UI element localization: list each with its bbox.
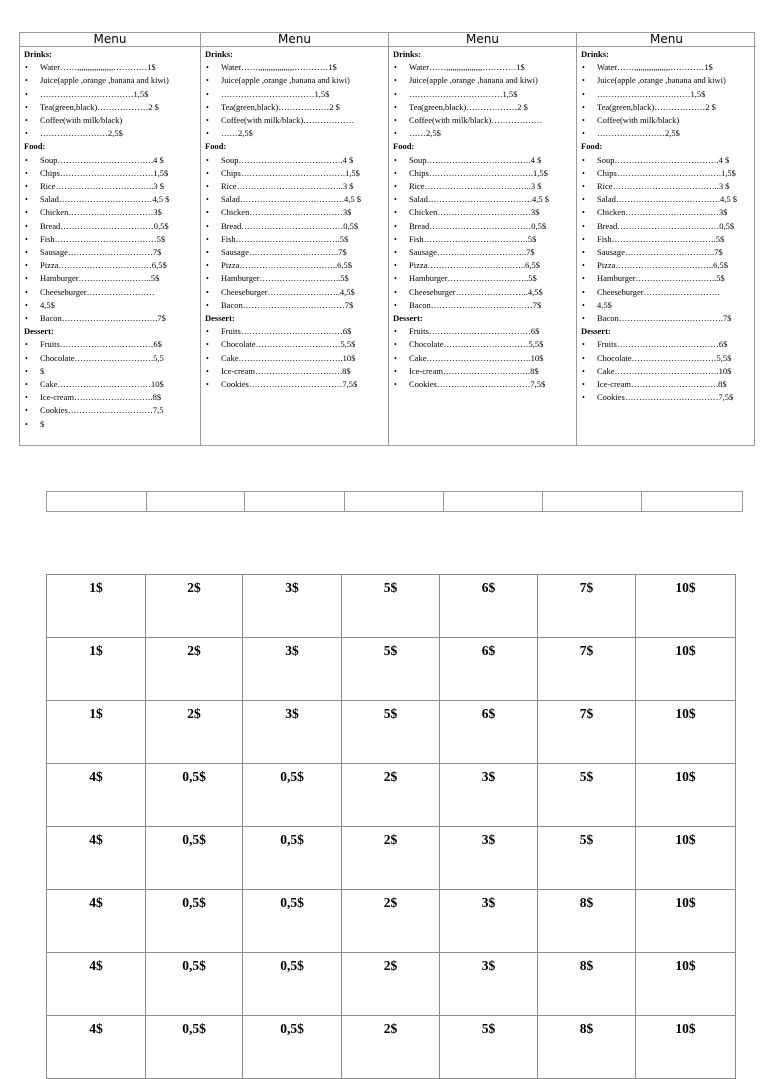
- menu-item: • Fruits………………………………6$: [581, 338, 752, 351]
- menu-section-heading: Drinks :: [393, 48, 572, 61]
- price-cell: [636, 638, 736, 701]
- menu-item-list: [393, 325, 572, 391]
- price-row: [47, 575, 736, 638]
- price-value: 0,5$: [280, 769, 304, 784]
- empty-cell: [47, 492, 147, 512]
- menu-item-list: [581, 61, 752, 140]
- price-value: 7$: [579, 643, 594, 658]
- menu-section-heading: Dessert :: [393, 312, 572, 325]
- price-cell: [538, 827, 636, 890]
- price-cell: [636, 827, 736, 890]
- menu-section-heading: Dessert :: [24, 325, 196, 338]
- menu-body: [201, 47, 388, 391]
- menu-item: • Juice(apple ,orange ,banana and kiwi): [581, 74, 752, 87]
- menu-section-heading: Food :: [393, 140, 572, 153]
- price-cell: [47, 701, 146, 764]
- price-row: [47, 827, 736, 890]
- menu-item: • Sausage…………………………..7$: [581, 246, 752, 259]
- menu-item: • Juice(apple ,orange ,banana and kiwi): [393, 74, 572, 87]
- menu-body: [20, 47, 200, 431]
- price-value: 0,5$: [182, 895, 206, 910]
- menu-item: • Coffee(with milk/black)………………: [393, 114, 572, 127]
- menu-item: • Sausage…………………………..7$: [205, 246, 384, 259]
- menu-item: • Cake……………………………….10$: [205, 352, 384, 365]
- menu-item: • Pizza……………………………..6,5$: [205, 259, 384, 272]
- price-value: 0,5$: [182, 1021, 206, 1036]
- price-cell: [146, 890, 243, 953]
- price-value: 2$: [383, 832, 398, 847]
- menu-item: • Water……,,,,,,,,,,,,,,,,,…………1$: [205, 61, 384, 74]
- price-value: 4$: [89, 1021, 103, 1036]
- menu-item: • Soup…………………………….4 $: [24, 154, 196, 167]
- menu-section-heading: Drinks :: [581, 48, 752, 61]
- price-cell: [146, 764, 243, 827]
- price-cell: [146, 1016, 243, 1079]
- price-value: 7$: [579, 706, 594, 721]
- price-value: 7$: [579, 580, 594, 595]
- menu-title: Menu: [201, 33, 388, 47]
- price-value: 0,5$: [280, 958, 304, 973]
- menu-item: • Fish………………………………5$: [24, 233, 196, 246]
- menu-item: • Tea(green,black)………………2 $: [205, 101, 384, 114]
- price-value: 5$: [383, 580, 398, 595]
- price-cell: [342, 890, 440, 953]
- menu-item: • Water……,,,,,,,,,,,,,,,,,…………1$: [393, 61, 572, 74]
- menu-item: • Ice-cream……………………….8$: [24, 391, 196, 404]
- menu-section-heading: Food :: [581, 140, 752, 153]
- menu-item: • Ice-cream………………………….8$: [581, 378, 752, 391]
- menu-item: • Cheeseburger……………………..4,5$: [393, 286, 572, 299]
- empty-cell: [147, 492, 245, 512]
- price-value: 10$: [675, 643, 696, 658]
- menu-item: • Rice………………………………..3 $: [393, 180, 572, 193]
- menu-item: • Salad……………………………….4,5 $: [581, 193, 752, 206]
- price-cell: [538, 764, 636, 827]
- menu-item: • Bread………………………………0,5$: [205, 220, 384, 233]
- price-value: 4$: [89, 769, 103, 784]
- menu-item: • Cheeseburger……………………: [24, 286, 196, 299]
- empty-cell: [543, 492, 642, 512]
- menu-item: • Coffee(with milk/black)………………: [205, 114, 384, 127]
- price-value: 10$: [675, 895, 696, 910]
- price-cell: [440, 575, 538, 638]
- price-value: 1$: [89, 643, 103, 658]
- price-value: 3$: [481, 895, 496, 910]
- price-cell: [636, 1016, 736, 1079]
- price-cell: [243, 575, 342, 638]
- menu-item: • Chicken……………………………3$: [393, 206, 572, 219]
- menu-item: • Hamburger………………………..5$: [205, 272, 384, 285]
- price-value: 3$: [481, 832, 496, 847]
- menu-item: • Bacon…………………………….7$: [24, 312, 196, 325]
- price-cell: [440, 953, 538, 1016]
- price-cell: [440, 638, 538, 701]
- price-value: 4$: [89, 832, 103, 847]
- menu-item: • Water……,,,,,,,,,,,,,,,,,…………1$: [24, 61, 196, 74]
- menu-item: • Bacon………………………………7$: [393, 299, 572, 312]
- price-value: 3$: [285, 643, 299, 658]
- menu-item: • Chocolate…………………………5,5$: [581, 352, 752, 365]
- menu-item-list: [205, 61, 384, 140]
- menu-item: • Cake……………………………….10$: [581, 365, 752, 378]
- price-value: 8$: [579, 895, 594, 910]
- price-cell: [538, 890, 636, 953]
- menu-item: • Tea(green,black)………………2 $: [24, 101, 196, 114]
- menu-section-heading: Drinks :: [24, 48, 196, 61]
- menu-item: • Bread………………………………0,5$: [393, 220, 572, 233]
- menu-item: • Cheeseburger………………………: [581, 286, 752, 299]
- menu-body: [577, 47, 756, 404]
- price-cell: [342, 638, 440, 701]
- menu-item: • Coffee(with milk/black): [581, 114, 752, 127]
- price-cell: [342, 701, 440, 764]
- price-cell: [47, 890, 146, 953]
- menu-item: • Soup……………………………….4 $: [393, 154, 572, 167]
- price-cell: [243, 827, 342, 890]
- price-value: 2$: [187, 706, 201, 721]
- menu-item: • Sausage…………………………7$: [24, 246, 196, 259]
- price-row: [47, 953, 736, 1016]
- price-value: 0,5$: [280, 832, 304, 847]
- price-cell: [243, 701, 342, 764]
- menu-item: • Fruits………………………………6$: [205, 325, 384, 338]
- price-value: 10$: [675, 1021, 696, 1036]
- menu-item: • Chips……………………………….1,5$: [393, 167, 572, 180]
- price-value: 2$: [383, 769, 398, 784]
- price-value: 4$: [89, 895, 103, 910]
- price-row: [47, 764, 736, 827]
- menu-item: • $: [24, 418, 196, 431]
- menu-item: • Bread……………………………0,5$: [24, 220, 196, 233]
- price-value: 10$: [675, 769, 696, 784]
- menu-item: • Cheeseburger……………………..4,5$: [205, 286, 384, 299]
- price-cell: [538, 1016, 636, 1079]
- menu-item: • Ice-cream………………………….8$: [205, 365, 384, 378]
- price-cell: [440, 1016, 538, 1079]
- price-row: [47, 638, 736, 701]
- price-value: 10$: [675, 580, 696, 595]
- menu-item: • $: [24, 365, 196, 378]
- menu-title: Menu: [20, 33, 200, 47]
- menu-item: • Soup……………………………….4 $: [581, 154, 752, 167]
- price-cell: [47, 827, 146, 890]
- menu-item: • Sausage…………………………..7$: [393, 246, 572, 259]
- menu-item: • Soup……………………………….4 $: [205, 154, 384, 167]
- price-cell: [636, 701, 736, 764]
- menu-item: • Tea(green,black)………………2 $: [581, 101, 752, 114]
- price-value: 6$: [481, 580, 496, 595]
- price-value: 2$: [187, 643, 201, 658]
- menu-title: Menu: [389, 33, 576, 47]
- menu-item: • Hamburger………………………..5$: [581, 272, 752, 285]
- menu-item: • Ice-cream………………………….8$: [393, 365, 572, 378]
- menu-column: [389, 33, 577, 445]
- menu-item: • Tea(green,black)………………2 $: [393, 101, 572, 114]
- price-value: 3$: [285, 706, 299, 721]
- menu-section-heading: Dessert :: [205, 312, 384, 325]
- menu-item: • Cookies……………………………7,5$: [205, 378, 384, 391]
- menu-item-list: [581, 154, 752, 326]
- menu-item: • Rice………………………………..3 $: [205, 180, 384, 193]
- price-cell: [146, 953, 243, 1016]
- menu-item: • Salad……………………………4,5 $: [24, 193, 196, 206]
- empty-cell: [444, 492, 543, 512]
- price-cell: [342, 764, 440, 827]
- menu-item: • Fish……………………………….5$: [393, 233, 572, 246]
- price-value: 0,5$: [280, 1021, 304, 1036]
- menu-item: • ……2,5$: [393, 127, 572, 140]
- price-value: 1$: [89, 580, 103, 595]
- menu-section-heading: Drinks :: [205, 48, 384, 61]
- price-value: 5$: [481, 1021, 496, 1036]
- menu-item-list: [393, 61, 572, 140]
- price-cell: [146, 638, 243, 701]
- price-cell: [342, 575, 440, 638]
- menu-grid: [19, 32, 755, 446]
- menu-item-list: [205, 154, 384, 312]
- empty-cell: [345, 492, 444, 512]
- menu-item: • ……………………………1,5$: [581, 88, 752, 101]
- menu-item: • Chips……………………………….1,5$: [205, 167, 384, 180]
- menu-item: • ……………………………1,5$: [393, 88, 572, 101]
- menu-item: • Chips……………………………1,5$: [24, 167, 196, 180]
- menu-column: [577, 33, 756, 445]
- menu-item: • 4,5$: [581, 299, 752, 312]
- price-row: [47, 1016, 736, 1079]
- empty-strip-table: [46, 491, 743, 512]
- price-cell: [636, 764, 736, 827]
- price-value: 3$: [481, 958, 496, 973]
- price-value: 8$: [579, 1021, 594, 1036]
- price-value: 2$: [187, 580, 201, 595]
- price-value: 10$: [675, 832, 696, 847]
- menu-item: • Chicken……………………………3$: [581, 206, 752, 219]
- price-value: 3$: [285, 580, 299, 595]
- menu-item: • Fruits……………………………6$: [24, 338, 196, 351]
- menu-item: • Chocolate……………………….5,5: [24, 352, 196, 365]
- price-cell: [243, 764, 342, 827]
- menu-item: • Chicken…………………………3$: [24, 206, 196, 219]
- menu-item: • Cookies……………………………7,5$: [581, 391, 752, 404]
- menu-item: • Rice……………………………..3 $: [24, 180, 196, 193]
- price-value: 2$: [383, 895, 398, 910]
- empty-cell: [642, 492, 743, 512]
- price-value: 10$: [675, 958, 696, 973]
- price-cell: [538, 575, 636, 638]
- price-cell: [47, 575, 146, 638]
- menu-item-list: [24, 338, 196, 430]
- price-cell: [243, 953, 342, 1016]
- price-value: 8$: [579, 958, 594, 973]
- price-cell: [440, 701, 538, 764]
- menu-item: • Salad……………………………….4,5 $: [393, 193, 572, 206]
- price-cell: [146, 575, 243, 638]
- price-row: [47, 701, 736, 764]
- empty-cell: [245, 492, 345, 512]
- menu-item: • Pizza……………………………..6,5$: [581, 259, 752, 272]
- menu-item: • Bacon………………………………7$: [205, 299, 384, 312]
- price-row: [47, 890, 736, 953]
- menu-item: • Bread………………………………0,5$: [581, 220, 752, 233]
- menu-column: [201, 33, 389, 445]
- price-cell: [538, 638, 636, 701]
- menu-item: • Salad……………………………….4,5 $: [205, 193, 384, 206]
- menu-item: • Juice(apple ,orange ,banana and kiwi): [24, 74, 196, 87]
- menu-item: • ……………………2,5$: [24, 127, 196, 140]
- menu-item: • Pizza……………………………..6,5$: [393, 259, 572, 272]
- price-cell: [47, 764, 146, 827]
- menu-body: [389, 47, 576, 391]
- price-value: 0,5$: [182, 769, 206, 784]
- price-value: 2$: [383, 1021, 398, 1036]
- price-value: 1$: [89, 706, 103, 721]
- price-cell: [342, 953, 440, 1016]
- price-value: 4$: [89, 958, 103, 973]
- menu-item: • Pizza……………………………6,5$: [24, 259, 196, 272]
- menu-section-heading: Food :: [24, 140, 196, 153]
- price-cell: [440, 764, 538, 827]
- price-value: 0,5$: [182, 958, 206, 973]
- price-value: 0,5$: [182, 832, 206, 847]
- price-cell: [47, 953, 146, 1016]
- menu-item: • Hamburger………………………..5$: [393, 272, 572, 285]
- price-cell: [243, 1016, 342, 1079]
- price-cell: [440, 890, 538, 953]
- price-cell: [47, 638, 146, 701]
- price-value: 6$: [481, 706, 496, 721]
- price-cell: [47, 1016, 146, 1079]
- menu-item-list: [24, 61, 196, 140]
- empty-strip-row: [47, 492, 743, 512]
- price-cell: [243, 890, 342, 953]
- price-cell: [636, 953, 736, 1016]
- menu-item: • Coffee(with milk/black): [24, 114, 196, 127]
- menu-item: • Juice(apple ,orange ,banana and kiwi): [205, 74, 384, 87]
- price-cell: [243, 638, 342, 701]
- menu-title: Menu: [577, 33, 756, 47]
- price-cell: [440, 827, 538, 890]
- menu-item: • Bacon……………………………….7$: [581, 312, 752, 325]
- menu-item: • 4,5$: [24, 299, 196, 312]
- menu-item-list: [24, 154, 196, 326]
- menu-item: • ……………………………1,5$: [205, 88, 384, 101]
- menu-item: • ……2,5$: [205, 127, 384, 140]
- menu-item: • Water……,,,,,,,,,,,,,,,,,…………1$: [581, 61, 752, 74]
- price-value: 6$: [481, 643, 496, 658]
- menu-item-list: [581, 338, 752, 404]
- menu-item: • Cake……………………………10$: [24, 378, 196, 391]
- menu-item: • Fruits………………………………6$: [393, 325, 572, 338]
- menu-section-heading: Dessert :: [581, 325, 752, 338]
- price-cell: [636, 890, 736, 953]
- price-cell: [538, 953, 636, 1016]
- menu-item: • Fish……………………………….5$: [205, 233, 384, 246]
- price-cell: [636, 575, 736, 638]
- price-cell: [146, 827, 243, 890]
- price-value: 0,5$: [280, 895, 304, 910]
- menu-section-heading: Food :: [205, 140, 384, 153]
- price-value: 5$: [383, 706, 398, 721]
- menu-item: • Cookies…………………………7,5: [24, 404, 196, 417]
- price-value: 10$: [675, 706, 696, 721]
- menu-item: • Cookies……………………………7,5$: [393, 378, 572, 391]
- price-value: 5$: [579, 769, 594, 784]
- menu-item: • Chips……………………………….1,5$: [581, 167, 752, 180]
- menu-item: • Hamburger……………………..5$: [24, 272, 196, 285]
- price-value: 5$: [579, 832, 594, 847]
- price-value: 5$: [383, 643, 398, 658]
- price-cell: [342, 827, 440, 890]
- menu-item: • ……………………2,5$: [581, 127, 752, 140]
- menu-item: • Fish……………………………….5$: [581, 233, 752, 246]
- menu-item-list: [393, 154, 572, 312]
- price-grid: [46, 574, 736, 1079]
- price-value: 2$: [383, 958, 398, 973]
- menu-item: • Cake……………………………….10$: [393, 352, 572, 365]
- price-value: 3$: [481, 769, 496, 784]
- menu-item: • ……………………………1,5$: [24, 88, 196, 101]
- menu-column: [20, 33, 201, 445]
- menu-item: • Chicken……………………………3$: [205, 206, 384, 219]
- menu-item: • Chocolate…………………………5,5$: [393, 338, 572, 351]
- menu-item: • Chocolate…………………………5,5$: [205, 338, 384, 351]
- menu-item-list: [205, 325, 384, 391]
- menu-item: • Rice………………………………..3 $: [581, 180, 752, 193]
- price-cell: [538, 701, 636, 764]
- price-cell: [146, 701, 243, 764]
- price-cell: [342, 1016, 440, 1079]
